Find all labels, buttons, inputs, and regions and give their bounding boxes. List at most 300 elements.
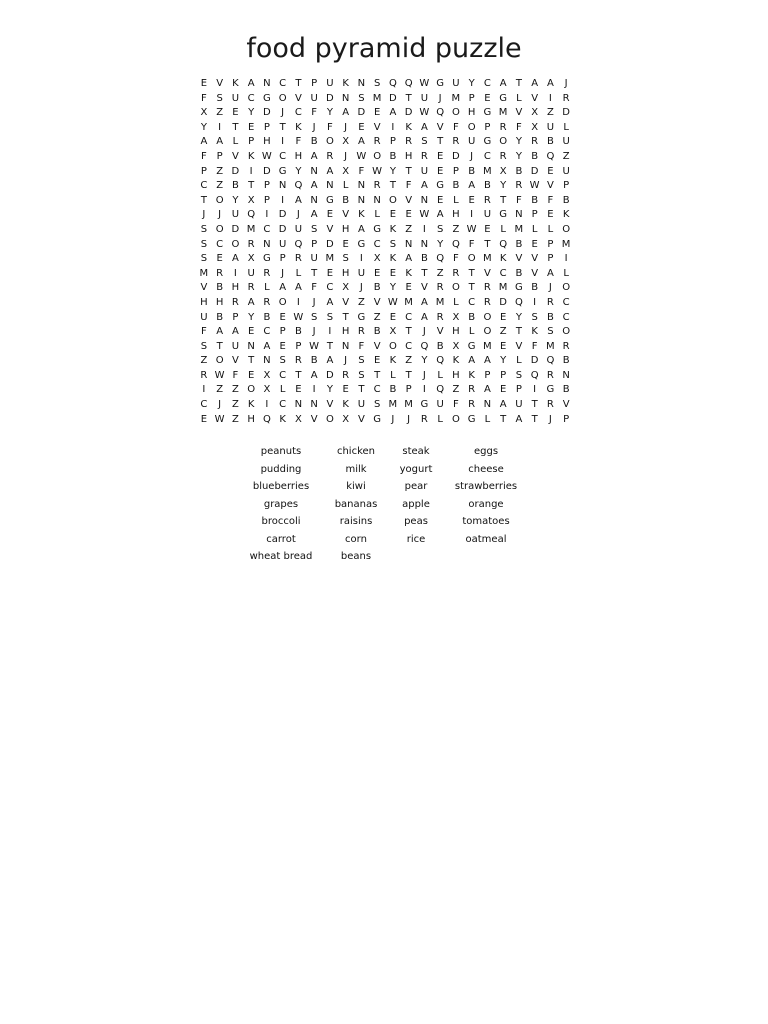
grid-letter: B xyxy=(294,326,302,338)
grid-letter: N xyxy=(341,92,350,104)
grid-letter: A xyxy=(263,340,271,352)
grid-letter: C xyxy=(247,92,255,104)
grid-letter: L xyxy=(232,136,239,148)
grid-letter: A xyxy=(231,253,239,265)
grid-letter: K xyxy=(389,253,397,265)
grid-letter: R xyxy=(483,194,491,206)
grid-letter: V xyxy=(436,121,444,133)
grid-letter: L xyxy=(531,223,538,235)
grid-letter: T xyxy=(437,136,444,148)
grid-letter: U xyxy=(420,92,429,104)
grid-row xyxy=(196,325,574,340)
grid-letter: A xyxy=(342,107,350,119)
grid-letter: A xyxy=(515,413,523,425)
grid-letter: V xyxy=(200,282,208,294)
grid-letter: O xyxy=(467,253,476,265)
grid-letter: Z xyxy=(405,355,413,367)
grid-letter: J xyxy=(422,326,426,338)
grid-row xyxy=(196,296,574,311)
grid-letter: J xyxy=(296,209,300,221)
grid-letter: O xyxy=(451,282,460,294)
grid-letter: S xyxy=(358,369,365,381)
grid-letter: G xyxy=(499,92,507,104)
grid-letter: W xyxy=(466,223,477,235)
grid-letter: U xyxy=(310,92,318,104)
grid-letter: D xyxy=(530,165,539,177)
grid-letter: J xyxy=(344,150,348,162)
grid-letter: I xyxy=(265,399,269,411)
grid-letter: Y xyxy=(326,107,333,119)
grid-letter: R xyxy=(531,136,539,148)
grid-letter: M xyxy=(498,107,508,119)
grid-letter: N xyxy=(373,194,381,206)
grid-letter: T xyxy=(531,399,538,411)
grid-letter: P xyxy=(279,253,286,265)
grid-letter: O xyxy=(215,194,224,206)
grid-letter: N xyxy=(420,194,429,206)
grid-letter: L xyxy=(468,326,475,338)
grid-letter: Q xyxy=(404,78,413,89)
word-list-item: carrot xyxy=(266,533,296,545)
grid-letter: R xyxy=(483,282,491,294)
grid-letter: Q xyxy=(436,107,445,119)
grid-letter: T xyxy=(358,384,365,396)
grid-letter: J xyxy=(281,107,285,119)
grid-letter: K xyxy=(358,209,365,221)
grid-letter: V xyxy=(373,296,381,308)
grid-letter: E xyxy=(389,209,397,221)
grid-letter: P xyxy=(405,384,412,396)
grid-letter: D xyxy=(263,165,271,177)
grid-letter: F xyxy=(311,107,317,119)
grid-letter: V xyxy=(216,78,224,89)
grid-letter: P xyxy=(452,165,459,177)
grid-letter: Y xyxy=(468,78,475,89)
word-list-item: chicken xyxy=(336,446,376,457)
grid-letter: B xyxy=(216,311,224,323)
grid-letter: E xyxy=(358,121,365,133)
grid-letter: T xyxy=(216,340,223,352)
grid-letter: T xyxy=(515,78,522,89)
grid-letter: J xyxy=(312,326,316,338)
grid-letter: O xyxy=(231,238,240,250)
grid-letter: T xyxy=(311,267,318,279)
grid-letter: A xyxy=(483,384,491,396)
grid-letter: Q xyxy=(514,296,523,308)
grid-letter: Z xyxy=(452,223,460,235)
word-list-item: beans xyxy=(340,551,372,562)
grid-letter: Z xyxy=(405,223,413,235)
grid-letter: X xyxy=(342,282,350,294)
grid-letter: M xyxy=(199,267,209,279)
grid-letter: G xyxy=(483,107,492,119)
grid-letter: A xyxy=(405,253,413,265)
grid-letter: F xyxy=(326,121,333,133)
grid-letter: A xyxy=(326,165,334,177)
grid-letter: O xyxy=(278,92,287,104)
grid-letter: M xyxy=(561,238,571,250)
grid-letter: J xyxy=(202,209,206,221)
grid-letter: R xyxy=(420,413,428,425)
grid-letter: C xyxy=(216,238,224,250)
grid-letter: A xyxy=(247,78,255,89)
grid-letter: A xyxy=(310,209,318,221)
grid-letter: S xyxy=(200,253,208,265)
grid-letter: D xyxy=(326,92,334,104)
grid-letter: H xyxy=(263,136,271,148)
grid-letter: L xyxy=(563,267,569,279)
grid-letter: J xyxy=(422,369,426,381)
grid-letter: P xyxy=(263,180,270,192)
grid-letter: W xyxy=(419,209,430,221)
grid-letter: U xyxy=(231,92,240,104)
grid-letter: R xyxy=(373,180,381,192)
grid-letter: F xyxy=(200,326,207,338)
grid-letter: T xyxy=(295,78,302,89)
grid-letter: T xyxy=(342,311,349,323)
grid-letter: S xyxy=(310,311,318,323)
grid-letter: M xyxy=(246,223,256,235)
grid-letter: P xyxy=(263,194,270,206)
grid-letter: Q xyxy=(436,253,445,265)
grid-letter: E xyxy=(200,413,208,425)
grid-letter: L xyxy=(264,282,270,294)
grid-letter: V xyxy=(326,399,334,411)
grid-letter: B xyxy=(389,150,397,162)
grid-letter: L xyxy=(453,194,459,206)
grid-letter: K xyxy=(232,78,239,89)
grid-letter: T xyxy=(232,121,239,133)
grid-letter: A xyxy=(357,136,365,148)
grid-letter: O xyxy=(388,340,397,352)
grid-letter: Y xyxy=(326,384,333,396)
grid-letter: S xyxy=(436,223,444,235)
grid-letter: X xyxy=(499,165,507,177)
grid-letter: H xyxy=(467,107,476,119)
grid-letter: E xyxy=(531,238,538,250)
grid-letter: E xyxy=(247,369,255,381)
grid-letter: C xyxy=(405,340,413,352)
grid-letter: U xyxy=(231,209,240,221)
grid-letter: N xyxy=(357,180,366,192)
grid-letter: E xyxy=(389,267,397,279)
grid-letter: T xyxy=(405,165,412,177)
grid-letter: C xyxy=(483,150,491,162)
grid-letter: W xyxy=(214,369,225,381)
grid-letter: S xyxy=(358,355,365,367)
grid-letter: R xyxy=(420,150,428,162)
grid-letter: G xyxy=(546,384,555,396)
grid-letter: P xyxy=(232,311,239,323)
grid-letter: J xyxy=(344,121,348,133)
grid-letter: B xyxy=(373,282,381,294)
grid-letter: E xyxy=(279,340,286,352)
grid-letter: L xyxy=(437,413,443,425)
grid-letter: E xyxy=(247,121,255,133)
grid-letter: Z xyxy=(231,399,239,411)
grid-letter: P xyxy=(500,369,507,381)
grid-letter: G xyxy=(467,340,476,352)
grid-letter: E xyxy=(405,282,412,294)
grid-letter: K xyxy=(342,78,349,89)
grid-letter: E xyxy=(468,194,475,206)
grid-letter: T xyxy=(295,369,302,381)
grid-letter: U xyxy=(467,136,476,148)
grid-letter: S xyxy=(310,223,318,235)
grid-letter: X xyxy=(373,253,381,265)
grid-letter: B xyxy=(531,150,539,162)
grid-letter: T xyxy=(279,121,286,133)
grid-letter: M xyxy=(325,253,335,265)
grid-letter: R xyxy=(247,282,255,294)
grid-letter: U xyxy=(515,399,523,411)
grid-letter: R xyxy=(483,296,491,308)
grid-letter: F xyxy=(468,238,475,250)
grid-letter: G xyxy=(436,78,444,89)
grid-letter: C xyxy=(263,326,271,338)
grid-letter: M xyxy=(498,282,508,294)
grid-letter: O xyxy=(215,355,224,367)
grid-letter: G xyxy=(357,238,366,250)
grid-letter: I xyxy=(202,384,206,396)
grid-letter: Y xyxy=(389,282,396,294)
grid-letter: A xyxy=(468,180,476,192)
grid-letter: Y xyxy=(248,107,255,119)
grid-letter: E xyxy=(326,209,334,221)
grid-letter: T xyxy=(405,369,412,381)
grid-letter: J xyxy=(548,282,552,294)
grid-row xyxy=(196,398,574,413)
grid-letter: L xyxy=(390,369,396,381)
grid-row xyxy=(196,267,574,282)
grid-row xyxy=(196,354,574,369)
grid-letter: H xyxy=(341,267,350,279)
grid-letter: E xyxy=(499,384,507,396)
grid-letter: R xyxy=(436,311,444,323)
grid-letter: I xyxy=(249,165,253,177)
grid-row xyxy=(196,208,574,223)
grid-letter: M xyxy=(404,296,413,308)
grid-letter: B xyxy=(483,180,491,192)
grid-letter: R xyxy=(562,340,570,352)
grid-letter: R xyxy=(546,399,554,411)
grid-letter: S xyxy=(279,355,286,367)
grid-row xyxy=(196,252,574,267)
grid-letter: V xyxy=(231,355,239,367)
grid-letter: Y xyxy=(515,311,522,323)
grid-letter: G xyxy=(436,180,444,192)
grid-letter: P xyxy=(547,253,554,265)
grid-letter: C xyxy=(562,296,570,308)
grid-letter: C xyxy=(483,78,491,89)
grid-letter: H xyxy=(294,150,303,162)
grid-letter: N xyxy=(247,340,255,352)
grid-letter: O xyxy=(467,121,476,133)
grid-letter: F xyxy=(405,180,412,192)
grid-letter: W xyxy=(387,296,398,308)
grid-letter: E xyxy=(295,384,302,396)
grid-letter: U xyxy=(452,78,460,89)
word-list-item: yogurt xyxy=(399,463,433,475)
grid-letter: A xyxy=(326,296,334,308)
grid-letter: W xyxy=(419,78,430,89)
word-list-item: rice xyxy=(406,533,426,545)
grid-letter: E xyxy=(547,165,554,177)
grid-letter: R xyxy=(294,253,302,265)
grid-letter: T xyxy=(468,267,475,279)
grid-letter: G xyxy=(278,165,287,177)
grid-letter: P xyxy=(248,136,255,148)
grid-letter: R xyxy=(357,326,365,338)
grid-letter: L xyxy=(516,355,522,367)
grid-letter: R xyxy=(468,399,476,411)
grid-letter: I xyxy=(422,223,426,235)
grid-letter: L xyxy=(563,121,569,133)
grid-letter: K xyxy=(247,399,255,411)
grid-letter: J xyxy=(391,413,395,425)
grid-letter: R xyxy=(562,92,570,104)
grid-row xyxy=(196,383,574,398)
word-list-item: oatmeal xyxy=(465,533,507,545)
grid-letter: V xyxy=(357,413,365,425)
grid-letter: N xyxy=(294,399,303,411)
grid-letter: N xyxy=(263,78,271,89)
grid-letter: X xyxy=(342,165,350,177)
grid-letter: M xyxy=(404,399,413,411)
grid-letter: W xyxy=(293,311,304,323)
grid-letter: R xyxy=(247,238,255,250)
grid-letter: M xyxy=(514,223,524,235)
grid-letter: E xyxy=(405,209,412,221)
grid-letter: B xyxy=(389,384,397,396)
word-list-item: eggs xyxy=(473,446,499,457)
grid-letter: R xyxy=(546,296,554,308)
grid-letter: X xyxy=(200,107,208,119)
grid-letter: N xyxy=(357,194,366,206)
grid-letter: A xyxy=(294,282,302,294)
grid-letter: T xyxy=(468,282,475,294)
grid-letter: C xyxy=(200,399,208,411)
grid-letter: U xyxy=(483,209,492,221)
grid-letter: R xyxy=(515,180,523,192)
word-list-item: bananas xyxy=(334,498,378,510)
grid-letter: C xyxy=(279,399,287,411)
grid-letter: Z xyxy=(373,311,381,323)
grid-letter: N xyxy=(420,238,429,250)
grid-letter: V xyxy=(515,340,523,352)
grid-letter: L xyxy=(279,384,286,396)
grid-row xyxy=(196,92,574,107)
grid-letter: D xyxy=(562,107,570,119)
word-list-item: peanuts xyxy=(260,446,302,457)
grid-letter: D xyxy=(231,223,240,235)
grid-letter: A xyxy=(468,355,476,367)
grid-letter: P xyxy=(468,92,475,104)
grid-letter: U xyxy=(546,121,555,133)
grid-letter: K xyxy=(499,253,507,265)
grid-letter: T xyxy=(531,413,538,425)
grid-letter: I xyxy=(265,209,269,221)
grid-letter: R xyxy=(546,369,554,381)
grid-letter: E xyxy=(232,107,239,119)
grid-letter: N xyxy=(562,369,570,381)
grid-letter: P xyxy=(484,369,491,381)
grid-letter: E xyxy=(499,311,507,323)
word-list-item: blueberries xyxy=(252,481,310,492)
grid-letter: I xyxy=(533,384,537,396)
grid-letter: W xyxy=(419,107,430,119)
grid-letter: A xyxy=(294,194,302,206)
grid-letter: U xyxy=(200,311,208,323)
grid-letter: S xyxy=(326,311,334,323)
grid-letter: O xyxy=(451,413,460,425)
grid-letter: D xyxy=(530,355,539,367)
grid-letter: W xyxy=(261,150,272,162)
grid-letter: F xyxy=(232,369,239,381)
grid-letter: L xyxy=(484,413,491,425)
grid-letter: X xyxy=(247,253,255,265)
grid-letter: N xyxy=(341,340,350,352)
grid-letter: B xyxy=(515,238,523,250)
grid-letter: U xyxy=(294,223,303,235)
grid-letter: V xyxy=(562,399,570,411)
grid-letter: O xyxy=(388,194,397,206)
grid-letter: I xyxy=(564,253,568,265)
grid-letter: Y xyxy=(515,136,522,148)
grid-letter: X xyxy=(294,413,302,425)
grid-letter: C xyxy=(279,78,287,89)
grid-letter: G xyxy=(515,282,523,294)
grid-letter: B xyxy=(562,355,570,367)
grid-letter: A xyxy=(357,223,365,235)
grid-letter: J xyxy=(312,296,316,308)
grid-letter: B xyxy=(546,311,554,323)
grid-letter: R xyxy=(294,355,302,367)
grid-letter: R xyxy=(373,136,381,148)
grid-letter: Z xyxy=(436,267,444,279)
grid-letter: C xyxy=(562,311,570,323)
grid-letter: X xyxy=(247,194,255,206)
grid-letter: K xyxy=(405,267,412,279)
grid-letter: E xyxy=(200,78,208,89)
grid-row xyxy=(196,135,574,150)
grid-letter: F xyxy=(452,253,459,265)
grid-letter: E xyxy=(547,209,554,221)
word-list-item: kiwi xyxy=(346,481,366,492)
word-list-item: wheat bread xyxy=(249,551,313,562)
grid-letter: Q xyxy=(388,78,397,89)
grid-letter: M xyxy=(451,92,461,104)
grid-letter: C xyxy=(468,296,476,308)
grid-row xyxy=(196,179,574,194)
grid-letter: A xyxy=(531,78,539,89)
grid-row xyxy=(196,77,574,92)
grid-letter: V xyxy=(326,223,334,235)
grid-row xyxy=(196,311,574,326)
grid-letter: V xyxy=(342,209,350,221)
grid-letter: P xyxy=(263,121,270,133)
grid-letter: I xyxy=(359,253,363,265)
grid-letter: O xyxy=(562,223,571,235)
grid-letter: Q xyxy=(530,369,539,381)
grid-letter: Y xyxy=(389,165,396,177)
grid-letter: N xyxy=(310,399,318,411)
word-list-item: peas xyxy=(404,516,428,527)
grid-letter: R xyxy=(231,296,239,308)
grid-letter: Q xyxy=(451,238,460,250)
grid-letter: B xyxy=(468,165,476,177)
grid-letter: R xyxy=(499,150,507,162)
